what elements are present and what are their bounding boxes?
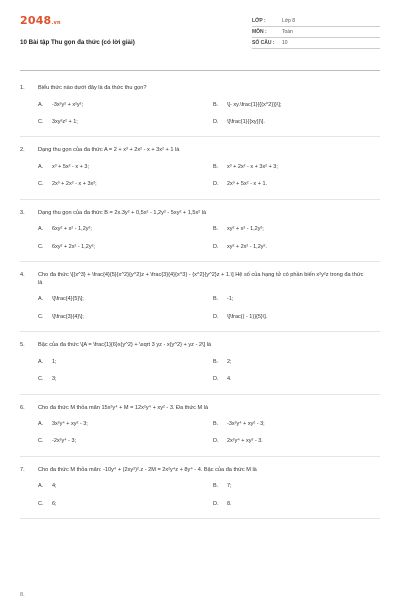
answer-option[interactable] [38,244,205,251]
option-letter: A. [38,226,44,233]
answer-option[interactable] [213,501,380,508]
option-letter: C. [38,181,44,188]
answer-option[interactable] [213,164,380,171]
answer-option[interactable] [213,483,380,490]
answer-option[interactable] [38,226,205,233]
option-text: 8. [227,500,232,507]
option-text: xy² + x² - 1,2y²; [227,226,264,233]
answer-option[interactable] [213,359,380,366]
meta-row-class [252,16,380,27]
answer-options [20,164,380,189]
answer-option[interactable] [38,376,205,383]
question-divider [20,456,380,457]
option-letter: C. [38,376,44,383]
meta-row-subject [252,27,380,38]
option-letter: D. [213,313,219,320]
option-text: -2x²y⁴ - 3; [52,438,77,445]
option-letter: D. [213,243,219,250]
question-block [20,272,380,332]
document-title: 10 Bài tập Thu gọn đa thức (có lời giải) [20,38,135,46]
option-text: \[\frac{3}{4}\]; [52,313,84,320]
option-text: 6xy² + x² - 1,2y²; [52,226,92,233]
question-text: Cho đa thức M thỏa mãn: -10y⁴ + (2xy²)².z - 2M = 2x²y⁴z + 8y⁴ - 4. Bậc của đa thức M là [38,466,257,473]
option-text: 2x²y⁴ + xy² - 3. [227,438,263,445]
question-number: 7. [20,466,25,473]
meta-label: SỐ CÂU : [252,39,275,46]
option-letter: C. [38,243,44,250]
answer-options [20,421,380,446]
option-text: 3; [52,376,57,383]
option-text: 4. [227,376,232,383]
option-letter: D. [213,376,219,383]
question-divider [20,136,380,137]
option-letter: B. [213,101,219,108]
answer-options [20,359,380,384]
option-text: 2x³ + 5x² - x + 1. [227,181,268,188]
question-stem [20,272,380,287]
question-divider [20,394,380,395]
question-number: 5. [20,342,25,349]
question-stem [20,210,380,218]
meta-label: MÔN : [252,28,267,35]
option-text: \[\frac{( - 1)}{5}\]. [227,313,268,320]
meta-value: 10 [282,39,288,46]
question-block [20,85,380,137]
worksheet-header [20,14,380,60]
question-number: 3. [20,209,25,216]
option-text: 6; [52,500,57,507]
option-letter: D. [213,118,219,125]
answer-option[interactable] [38,102,205,109]
question-list [20,85,380,519]
question-stem [20,342,380,350]
option-text: xy² + 2x² - 1,2y². [227,243,267,250]
option-letter: B. [213,421,219,428]
option-letter: C. [38,500,44,507]
option-text: \[- xy.\frac{1}{{{x^2}}}\]; [227,101,282,108]
question-divider [20,518,380,519]
question-number: 8. [20,592,25,598]
question-text: Bậc của đa thức \[A = \frac{1}{6}x{y^2} + \sqrt 3 yz - x{y^2} + yz - 2\] là [38,342,212,349]
option-letter: A. [38,358,44,365]
question-stem [20,85,380,93]
answer-option[interactable] [38,119,205,126]
option-letter: C. [38,118,44,125]
question-divider [20,261,380,262]
option-text: \[\frac{4}{5}\]; [52,296,84,303]
question-number: 2. [20,147,25,154]
option-text: -3x²y⁴ + xy² - 3; [227,421,265,428]
option-letter: B. [213,296,219,303]
question-number: 6. [20,404,25,411]
question-text: Dạng thu gọn của đa thức A = 2 + x³ + 2x² - x + 3x² + 1 là [38,147,180,154]
answer-option[interactable] [213,314,380,321]
question-number: 1. [20,85,25,91]
option-text: 6xy² + 2x² - 1,2y²; [52,243,95,250]
question-stem [20,467,380,475]
meta-value: Lớp 8 [282,17,296,24]
question-divider [20,199,380,200]
option-text: -1; [227,296,234,303]
answer-options [20,483,380,508]
question-divider [20,331,380,332]
option-letter: B. [213,358,219,365]
answer-option[interactable] [213,102,380,109]
option-text: 7; [227,483,232,490]
option-text: -3x²y² + x²y²; [52,101,84,108]
question-number: 4. [20,272,25,279]
option-letter: C. [38,438,44,445]
answer-option[interactable] [38,501,205,508]
answer-option[interactable] [213,376,380,383]
question-text: Cho đa thức M thỏa mãn 15x²y⁴ + M = 12x²y⁴ + xy² - 3. Đa thức M là [38,404,209,411]
brand-logo[interactable] [20,14,135,29]
answer-option[interactable] [213,438,380,445]
option-letter: B. [213,483,219,490]
answer-option[interactable] [38,314,205,321]
option-letter: A. [38,163,44,170]
answer-option[interactable] [213,421,380,428]
option-text: x³ + 2x² - x + 3x² + 3; [227,163,278,170]
cutoff-question [20,592,380,600]
option-text: \[\frac{1}{{xy}}\]. [227,118,265,125]
answer-option[interactable] [213,226,380,233]
title-block [20,14,135,47]
answer-option[interactable] [213,119,380,126]
brand-name: 2048 [20,14,52,27]
answer-option[interactable] [213,296,380,303]
meta-value: Toán [282,28,293,35]
brand-suffix: .vn [51,20,61,26]
option-letter: B. [213,226,219,233]
option-letter: A. [38,101,44,108]
option-letter: D. [213,181,219,188]
option-letter: D. [213,438,219,445]
question-block [20,210,380,262]
meta-table [252,16,380,49]
option-letter: A. [38,483,44,490]
question-block [20,467,380,519]
question-text: Dạng thu gọn của đa thức B = 2x.3y² + 0,5x² - 1,2y² - 5xy² + 1,5x² là [38,209,207,216]
question-stem [20,405,380,413]
answer-options [20,226,380,251]
option-text: 3x²y⁴ + xy² - 3; [52,421,88,428]
question-block [20,342,380,394]
option-letter: C. [38,313,44,320]
meta-label: LỚP : [252,17,266,24]
option-text: 1; [52,358,57,365]
answer-option[interactable] [213,181,380,188]
question-block [20,147,380,199]
option-letter: B. [213,163,219,170]
option-letter: A. [38,296,44,303]
option-letter: D. [213,500,219,507]
option-text: 2; [227,358,232,365]
answer-option[interactable] [213,244,380,251]
option-text: 2x³ + 2x² - x + 3x²; [52,181,97,188]
option-text: x³ + 5x² - x + 3; [52,163,89,170]
answer-option[interactable] [38,438,205,445]
answer-option[interactable] [38,181,205,188]
answer-option[interactable] [38,483,205,490]
meta-row-question-count [252,38,380,49]
question-text: Cho đa thức \[{x^3} + \frac{4}{5}{x^2}{y^2}z + \frac{3}{4}{x^3} - {x^2}{y^2}z + 1.\] Hệ số của hạng tử có phần biến x²y²z trong đa thức là [38,272,364,286]
answer-option[interactable] [38,421,205,428]
header-divider [20,70,380,71]
question-stem [20,147,380,155]
option-letter: A. [38,421,44,428]
option-text: 3xy²z² + 1; [52,118,78,125]
question-text: Biểu thức nào dưới đây là đa thức thu gọn? [38,85,147,91]
answer-option[interactable] [38,296,205,303]
answer-option[interactable] [38,164,205,171]
question-block [20,405,380,457]
answer-options [20,102,380,127]
answer-options [20,296,380,321]
option-text: 4; [52,483,57,490]
answer-option[interactable] [38,359,205,366]
